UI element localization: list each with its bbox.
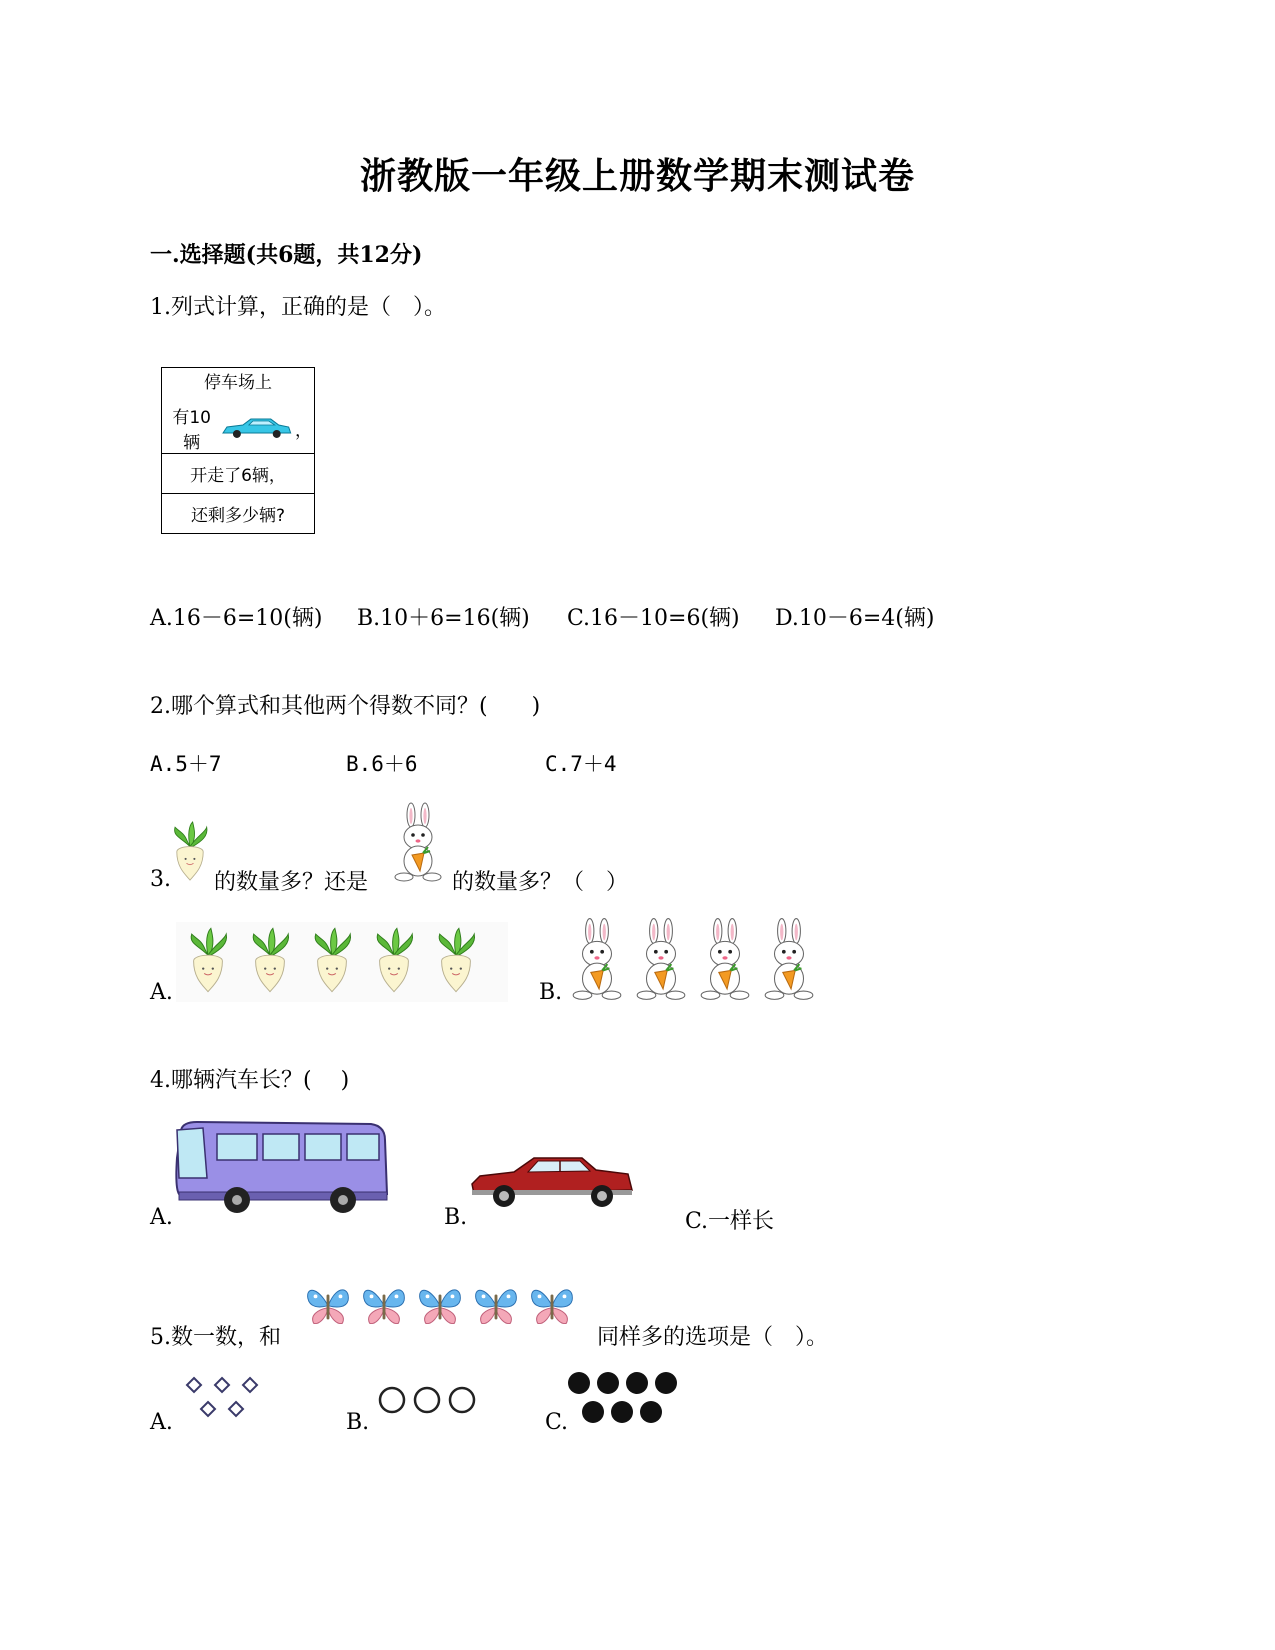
box-line-3: 开走了6辆， xyxy=(162,454,315,494)
box-line-4: 还剩多少辆? xyxy=(162,494,315,534)
question-5-suffix: 同样多的选项是（ ）。 xyxy=(597,1325,829,1350)
butterfly-icon xyxy=(528,1282,576,1328)
q4-option-b[interactable]: B. xyxy=(444,1205,468,1230)
rabbit-icon xyxy=(390,802,446,884)
radish-icon xyxy=(370,922,418,998)
q2-option-a[interactable]: A.5＋7 xyxy=(150,752,222,776)
section-heading: 一.选择题(共6题，共12分) xyxy=(150,242,423,268)
radish-icon xyxy=(246,922,294,998)
q5-option-b[interactable]: B. xyxy=(346,1410,370,1435)
q2-option-b[interactable]: B.6＋6 xyxy=(346,752,418,776)
radish-icon xyxy=(432,922,480,998)
box-line-1: 停车场上 xyxy=(204,373,272,393)
q3-option-a[interactable]: A. xyxy=(150,980,173,1005)
bus-icon xyxy=(173,1118,391,1216)
question-4-stem: 4.哪辆汽车长？( ) xyxy=(150,1068,350,1093)
q1-option-b[interactable]: B.10＋6=16(辆) xyxy=(357,606,530,631)
page-title: 浙教版一年级上册数学期末测试卷 xyxy=(359,155,915,197)
question-3-number: 3. xyxy=(150,867,171,892)
rabbit-icon xyxy=(568,918,626,1002)
question-1-stem: 1.列式计算，正确的是（ ）。 xyxy=(150,295,446,320)
rabbit-icon xyxy=(632,918,690,1002)
box-line-2-tail: ， xyxy=(295,420,312,441)
parking-word-problem-box xyxy=(161,367,315,534)
rabbit-icon xyxy=(760,918,818,1002)
q4-option-c[interactable]: C.一样长 xyxy=(685,1209,775,1234)
butterfly-icon xyxy=(416,1282,464,1328)
question-5-prefix: 5.数一数，和 xyxy=(150,1325,281,1350)
blue-car-icon xyxy=(221,415,293,441)
radish-icon xyxy=(168,817,212,885)
red-car-icon xyxy=(470,1150,634,1210)
q1-option-d[interactable]: D.10－6=4(辆) xyxy=(775,606,935,631)
radish-icon xyxy=(308,922,356,998)
butterfly-icon xyxy=(472,1282,520,1328)
question-3-tail: 的数量多？（ ） xyxy=(452,870,629,895)
rabbit-icon xyxy=(696,918,754,1002)
question-3-mid: 的数量多？还是 xyxy=(214,870,369,895)
q2-option-c[interactable]: C.7＋4 xyxy=(545,752,617,776)
q5-option-c-dots[interactable] xyxy=(564,1370,684,1426)
q5-option-c[interactable]: C. xyxy=(545,1410,569,1435)
q3-option-b[interactable]: B. xyxy=(539,980,563,1005)
radish-icon xyxy=(184,922,232,998)
butterfly-icon xyxy=(304,1282,352,1328)
butterfly-icon xyxy=(360,1282,408,1328)
butterfly-row xyxy=(304,1282,576,1328)
q5-option-a[interactable]: A. xyxy=(150,1410,173,1435)
q5-option-a-diamonds[interactable] xyxy=(184,1375,264,1421)
question-2-stem: 2.哪个算式和其他两个得数不同？( ) xyxy=(150,694,541,719)
box-line-2: 有10辆 xyxy=(172,408,211,453)
q3-option-b-rabbits[interactable] xyxy=(568,918,818,1002)
q1-option-c[interactable]: C.16－10=6(辆) xyxy=(567,606,740,631)
q5-option-b-circles[interactable] xyxy=(377,1384,479,1416)
q3-option-a-radishes[interactable] xyxy=(176,922,508,1002)
q1-option-a[interactable]: A.16－6=10(辆) xyxy=(150,606,323,631)
q4-option-a[interactable]: A. xyxy=(150,1205,173,1230)
